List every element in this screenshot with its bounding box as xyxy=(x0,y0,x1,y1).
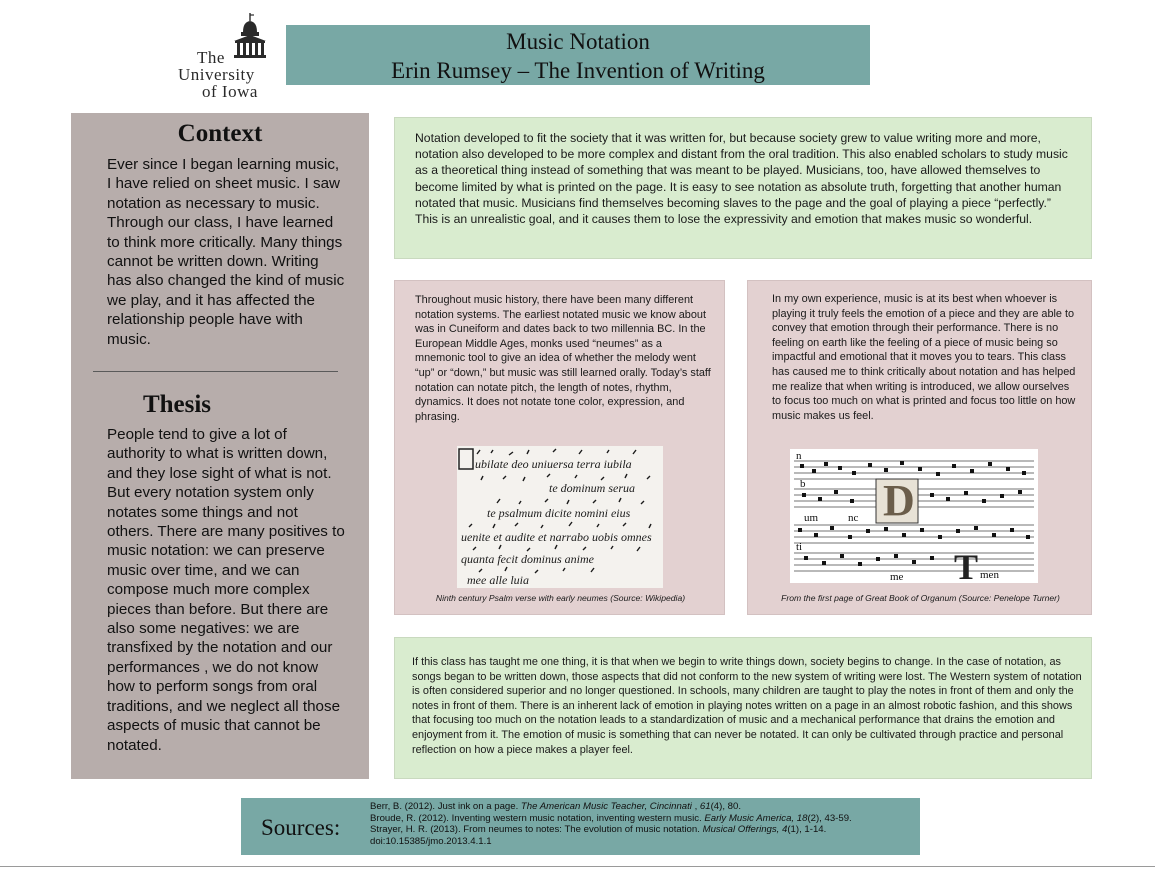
experience-panel xyxy=(747,280,1092,615)
source-item: Strayer, H. R. (2013). From neumes to notes: The evolution of music notation. Musical Offerings, 4(1), 1-14. xyxy=(370,824,827,836)
old-capitol-icon xyxy=(232,12,268,58)
neume-line: ubilate deo uniuersa terra iubila xyxy=(475,457,632,471)
logo-line-2: University xyxy=(178,65,255,84)
organum-manuscript-drawing xyxy=(790,449,1038,583)
organum-text: men xyxy=(980,569,999,581)
context-heading: Context xyxy=(177,120,263,147)
sources-list xyxy=(370,801,910,847)
neume-caption: Ninth century Psalm verse with early neumes (Source: Wikipedia) xyxy=(435,593,686,603)
neume-line: uenite et audite et narrabo uobis omnes xyxy=(461,530,652,544)
organum-text: ti xyxy=(796,541,803,553)
history-panel xyxy=(394,280,725,615)
source-item: Broude, R. (2012). Inventing western music notation, inventing western music. Early Music America, 18(2), 43-59. xyxy=(370,812,852,824)
neume-line: te dominum serua xyxy=(549,481,635,495)
organum-manuscript-image xyxy=(790,449,1038,583)
conclusion-text: If this class has taught me one thing, it is that when we begin to write things down, society begins to change. In the case of notation, as songs began to be written down, those aspects that did not conform to the new system of writing were lost. The Western system of notation is often considered superior and no longer questioned. In schools, many children are taught to play the notes in front of them and only the notes in front of them. There is an inherent lack of emotion in playing notes written on a page in an almost robotic fashion, and this shows that focusing too much on the notation leads to a standardization of music and a mechanical performance that drains the emotion and enjoyment from it. The emotion of music is something that can never be notated. It can only be cultivated through practice and personal reflection on how a piece makes a player feel. xyxy=(412,656,1082,756)
thesis-heading: Thesis xyxy=(142,391,212,418)
neume-manuscript-drawing xyxy=(457,446,663,588)
logo-line-3: of Iowa xyxy=(202,82,258,101)
organum-text: b xyxy=(800,478,806,490)
organum-text: um xyxy=(804,512,819,524)
experience-text: In my own experience, music is at its best when whoever is playing it truly feels the emotion of a piece and they are able to convey that emotion through their performance. There is no feeling on earth like the feeling of a piece of music being so impactful and emotional that it moves you to tears. This class has caused me to think critically about notation and has helped me realize that when writing is introduced, we allow ourselves to focus too much on what is printed and focus too little on how music makes us feel. xyxy=(772,293,1076,422)
source-doi: doi:10.15385/jmo.2013.4.1.1 xyxy=(370,835,492,847)
decorated-initial: D xyxy=(883,476,915,525)
organum-caption: From the first page of Great Book of Organum (Source: Penelope Turner) xyxy=(781,593,1060,603)
neume-line: mee alle luia xyxy=(467,573,529,587)
source-item: Berr, B. (2012). Just ink on a page. The American Music Teacher, Cincinnati , 61(4), 80. xyxy=(370,801,741,812)
context-body: Ever since I began learning music, I have relied on sheet music. I saw notation as necessary to music. Through our class, I have learned to think more critically. Many things cannot be written down. Writing has also changed the kind of music we play, and it has affected the relationship people have with music. xyxy=(107,156,345,348)
poster-subtitle: Erin Rumsey – The Invention of Writing xyxy=(391,58,765,83)
sources-banner xyxy=(241,798,920,855)
thesis-body: People tend to give a lot of authority to what is written down, and they lose sight of what is not. But every notation system only notates some things and not others. There are many positives to music notation: we can preserve music over time, and we can compose much more complex pieces than before. But there are also some negatives: we are transfixed by the notation and our performances , we do not know how to perform songs from oral traditions, and we neglect all those aspects of music that cannot be notated. xyxy=(107,426,345,754)
organum-text: nc xyxy=(848,512,859,524)
intro-panel xyxy=(394,117,1092,259)
neume-line: te psalmum dicite nomini eius xyxy=(487,506,631,520)
title-banner xyxy=(286,25,870,85)
divider xyxy=(93,371,338,372)
conclusion-panel xyxy=(394,637,1092,779)
intro-text: Notation developed to fit the society that it was written for, but because society grew to value writing more and more, notation also developed to be more complex and distant from the oral tradition. This also enabled scholars to study music as a theoretical thing instead of something that was meant to be played. Musicians, too, have allowed themselves to become limited by what is printed on the page. It is easy to see notation as absolute truth, forgetting that another human notated that music. Musicians find themselves becoming slaves to the page and the goal of playing a piece “perfectly.” This is an unrealistic goal, and it causes them to lose the expressivity and emotion that makes music so wonderful. xyxy=(415,131,1068,227)
organum-text: n xyxy=(796,450,802,462)
university-logo xyxy=(175,12,275,102)
left-panel xyxy=(71,113,369,779)
poster-title: Music Notation xyxy=(506,29,650,54)
sources-label: Sources: xyxy=(261,815,341,840)
neume-manuscript-image xyxy=(457,446,663,588)
neume-line: quanta fecit dominus anime xyxy=(461,552,594,566)
logo-line-1: The xyxy=(197,48,225,67)
history-text: Throughout music history, there have been many different notation systems. The earliest notated music we know about was in Cuneiform and dates back to two millennia BC. In the European Middle Ages, monks used “neumes” as a mnemonic tool to give an idea of whether the melody went “up” or “down,” but music was still learned orally. Today’s staff notation can notate pitch, the length of notes, rhythm, dynamics. It does not notate tone color, expression, and phrasing. xyxy=(415,294,711,423)
bottom-rule xyxy=(0,866,1155,867)
organum-text: me xyxy=(890,571,904,583)
decorated-initial: T xyxy=(954,547,979,583)
